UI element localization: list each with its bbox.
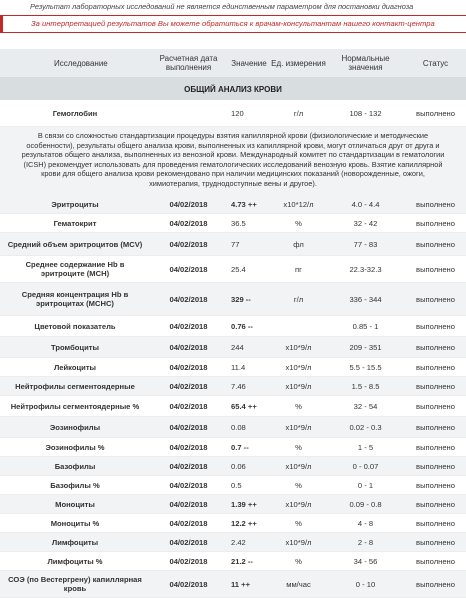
test-value: 1.39 ++	[231, 499, 257, 509]
test-name: Лимфоциты %	[47, 556, 103, 566]
test-value: 120	[231, 108, 244, 118]
test-date: 04/02/2018	[169, 422, 208, 432]
test-status: выполнено	[416, 499, 455, 509]
test-value: 11 ++	[231, 579, 251, 589]
test-unit: %	[295, 556, 302, 566]
test-value: 2.42	[231, 537, 246, 547]
test-date: 04/02/2018	[169, 342, 208, 352]
table-row	[0, 396, 466, 417]
test-unit: %	[295, 401, 302, 411]
col-normal-header: Нормальные значения	[341, 54, 390, 72]
table-row	[0, 195, 466, 214]
test-status: выполнено	[416, 537, 455, 547]
test-unit: %	[295, 218, 302, 228]
test-normal: 1.5 - 8.5	[351, 381, 380, 391]
test-date: 04/02/2018	[169, 321, 208, 331]
results-table-body	[0, 195, 466, 598]
test-value: 0.76 --	[231, 321, 253, 331]
table-row	[0, 214, 466, 233]
test-date	[150, 100, 227, 126]
test-name: Гемоглобин	[52, 108, 98, 118]
test-unit: мм/час	[286, 579, 311, 589]
test-normal: 34 - 56	[353, 556, 378, 566]
test-name: Эритроциты	[51, 199, 99, 209]
test-unit: %	[295, 518, 302, 528]
test-status: выполнено	[416, 518, 455, 528]
test-normal: 1 - 5	[357, 442, 374, 452]
test-date: 04/02/2018	[169, 499, 208, 509]
table-row	[0, 552, 466, 571]
test-value: 65.4 ++	[231, 401, 257, 411]
test-value: 36.5	[231, 218, 246, 228]
table-row	[0, 438, 466, 457]
table-row	[0, 533, 466, 552]
test-status: выполнено	[416, 422, 455, 432]
test-value: 11.4	[231, 362, 246, 372]
test-normal: 0 - 1	[357, 480, 374, 490]
test-normal: 108 - 132	[349, 108, 382, 118]
test-name: Среднее содержание Hb в эритроците (MCH)	[25, 260, 125, 278]
test-normal: 0 - 0.07	[352, 461, 379, 471]
test-value: 4.73 ++	[231, 199, 257, 209]
col-test-header: Исследование	[54, 58, 108, 68]
test-name: Средняя концентрация Hb в эритроцитах (MCHC)	[21, 290, 129, 308]
test-value: 0.08	[231, 422, 246, 432]
test-date: 04/02/2018	[169, 239, 208, 249]
test-normal: 4 - 8	[357, 518, 374, 528]
col-date-header: Расчетная дата выполнения	[159, 54, 218, 72]
test-unit: х10*9/л	[285, 499, 312, 509]
test-name: Эозинофилы %	[45, 442, 105, 452]
test-date: 04/02/2018	[169, 537, 208, 547]
test-status: выполнено	[416, 381, 455, 391]
test-status: выполнено	[416, 579, 455, 589]
test-unit: х10*9/л	[285, 362, 312, 372]
test-status: выполнено	[416, 342, 455, 352]
disclaimer-text: Результат лабораторных исследований не является единственным параметром для постановки диагноза	[30, 2, 414, 11]
test-value: 0.7 --	[231, 442, 249, 452]
test-normal: 209 - 351	[349, 342, 382, 352]
test-normal: 5.5 - 15.5	[349, 362, 382, 372]
test-value: 12.2 ++	[231, 518, 257, 528]
test-name: Нейтрофилы сегментоядерные	[15, 381, 135, 391]
test-date: 04/02/2018	[169, 556, 208, 566]
test-name: Гематокрит	[53, 218, 97, 228]
test-status: выполнено	[416, 321, 455, 331]
table-row	[0, 476, 466, 495]
test-normal: 4.0 - 4.4	[351, 199, 380, 209]
test-status: выполнено	[416, 556, 455, 566]
table-row	[0, 337, 466, 358]
table-row	[0, 495, 466, 514]
test-name: Моноциты %	[50, 518, 100, 528]
test-normal: 32 - 54	[353, 401, 378, 411]
table-row	[0, 256, 466, 283]
col-status-header: Статус	[422, 58, 449, 68]
test-name: Моноциты	[55, 499, 95, 509]
test-status: выполнено	[416, 218, 455, 228]
test-normal: 336 - 344	[349, 294, 382, 304]
table-row	[0, 514, 466, 533]
test-value: 329 --	[231, 294, 251, 304]
section-title: ОБЩИЙ АНАЛИЗ КРОВИ	[0, 78, 466, 100]
test-date: 04/02/2018	[169, 362, 208, 372]
test-date: 04/02/2018	[169, 480, 208, 490]
test-date: 04/02/2018	[169, 218, 208, 228]
test-unit: х10*12/л	[283, 199, 314, 209]
table-row	[0, 233, 466, 256]
test-name: СОЭ (по Вестергрену) капиллярная кровь	[8, 575, 142, 593]
test-unit: х10*9/л	[285, 537, 312, 547]
test-value: 21.2 --	[231, 556, 253, 566]
test-date: 04/02/2018	[169, 518, 208, 528]
test-name: Лейкоциты	[53, 362, 97, 372]
test-normal: 22.3-32.3	[349, 264, 382, 274]
test-name: Тромбоциты	[51, 342, 99, 352]
test-status: выполнено	[416, 294, 455, 304]
test-normal: 0.85 - 1	[352, 321, 379, 331]
test-normal: 2 - 8	[357, 537, 374, 547]
col-value-header: Значение	[231, 58, 267, 68]
test-normal: 32 - 42	[353, 218, 378, 228]
test-status: выполнено	[416, 108, 455, 118]
test-date: 04/02/2018	[169, 401, 208, 411]
table-row	[0, 417, 466, 438]
table-row	[0, 316, 466, 337]
test-unit: %	[295, 480, 302, 490]
test-date: 04/02/2018	[169, 199, 208, 209]
table-row	[0, 358, 466, 377]
test-date: 04/02/2018	[169, 264, 208, 274]
test-value: 0.06	[231, 461, 246, 471]
test-status: выполнено	[416, 461, 455, 471]
test-normal: 0 - 10	[355, 579, 376, 589]
test-date: 04/02/2018	[169, 294, 208, 304]
test-value: 0.5	[231, 480, 242, 490]
test-name: Средний объем эритроцитов (MCV)	[7, 239, 143, 249]
test-unit: %	[295, 442, 302, 452]
test-date: 04/02/2018	[169, 579, 208, 589]
test-status: выполнено	[416, 199, 455, 209]
table-row	[0, 377, 466, 396]
test-value: 25.4	[231, 264, 246, 274]
table-row	[0, 571, 466, 598]
test-unit: х10*9/л	[285, 342, 312, 352]
table-header	[0, 49, 466, 78]
test-date: 04/02/2018	[169, 461, 208, 471]
capillary-blood-note: В связи со сложностью стандартизации процедуры взятия капиллярной крови (физиологические и методические особенности), результаты общего анализа крови, выполненных из капиллярной крови, могут отличаться друг от друга и результатов общего анализа, выполненных из венозной крови. Международный комитет по стандартизации в гематологии (ICSH) рекомендует использовать для проведения гематологических исследований венозную кровь. Взятие капиллярной крови для общего анализа крови рекомендовано при наличии медицинских показаний (новорожденные, ожоги, химиотерапия, труднодоступные вены и другое).	[0, 127, 466, 195]
consultation-alert[interactable]: За интерпретацией результатов Вы можете обратиться к врачам-консультантам нашего контакт-центра	[0, 15, 466, 33]
test-name: Базофилы	[54, 461, 96, 471]
test-name: Нейтрофилы сегментоядерные %	[10, 401, 140, 411]
test-normal: 0.02 - 0.3	[349, 422, 382, 432]
test-value: 77	[231, 239, 240, 249]
col-unit-header: Ед. измерения	[271, 58, 326, 68]
test-status: выполнено	[416, 362, 455, 372]
test-status: выполнено	[416, 480, 455, 490]
test-unit: х10*9/л	[285, 461, 312, 471]
test-unit: фл	[293, 239, 304, 249]
table-row	[0, 457, 466, 476]
test-date: 04/02/2018	[169, 442, 208, 452]
test-unit: г/л	[293, 108, 304, 118]
test-normal: 0.09 - 0.8	[349, 499, 382, 509]
test-status: выполнено	[416, 239, 455, 249]
test-normal: 77 - 83	[353, 239, 378, 249]
test-value: 244	[231, 342, 244, 352]
test-unit: х10*9/л	[285, 422, 312, 432]
test-name: Эозинофилы	[49, 422, 101, 432]
test-name: Цветовой показатель	[34, 321, 116, 331]
test-unit: х10*9/л	[285, 381, 312, 391]
test-status: выполнено	[416, 264, 455, 274]
table-row	[0, 283, 466, 316]
test-status: выполнено	[416, 401, 455, 411]
test-unit: г/л	[293, 294, 304, 304]
table-row-hemoglobin	[0, 100, 466, 127]
test-unit: пг	[295, 264, 302, 274]
test-name: Лимфоциты	[51, 537, 99, 547]
test-date: 04/02/2018	[169, 381, 208, 391]
test-value: 7.46	[231, 381, 246, 391]
test-name: Базофилы %	[50, 480, 100, 490]
test-status: выполнено	[416, 442, 455, 452]
test-unit	[271, 316, 326, 336]
